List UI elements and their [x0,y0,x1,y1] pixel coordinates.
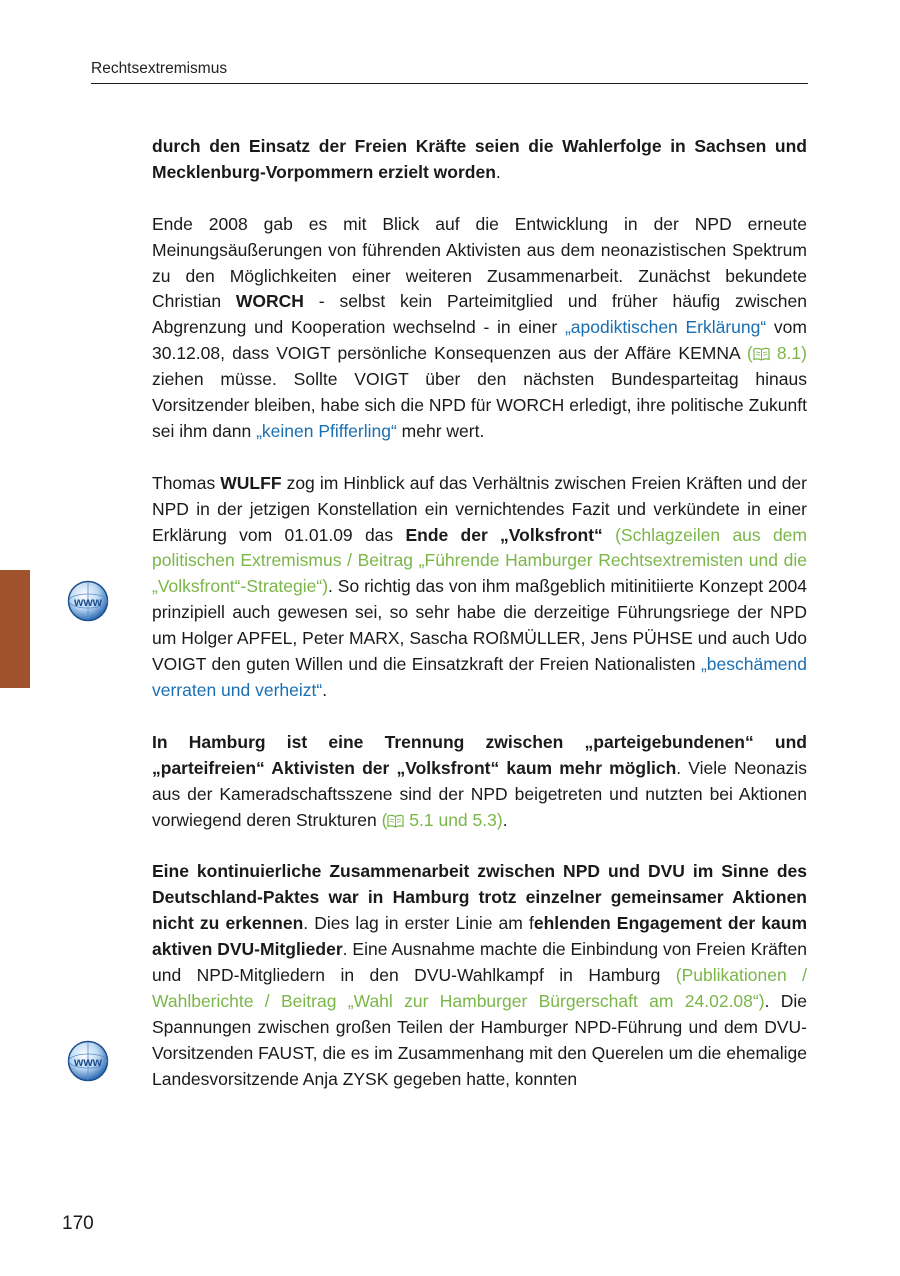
text: . Viele Neonazis aus der Kameradschaftsszene sind der NPD beigetreten und nutzten bei Aktionen vorwiegend deren Strukturen [152,757,807,830]
bold-text: durch den Einsatz der Freien Kräfte seien die Wahlerfolge in Sachsen und Mecklenburg-Vorpommern erzielt worden [152,136,807,182]
quote-link[interactable]: „apodiktischen Erklärung“ [564,317,767,338]
book-icon [387,814,404,828]
text [603,525,615,545]
text: vom 30.12.08, dass VOIGT persönliche Konsequenzen aus der Affäre KEMNA [152,317,807,364]
text: . So richtig das von ihm maßgeblich mitinitiierte Konzept 2004 prinzipiell auch gewesen sei, so sehr habe die derzeitige Führungsriege der NPD um Holger APFEL, Peter MARX, Sascha ROßMÜLLER, Jens PÜHSE und auch Udo VOIGT den guten Willen und die Einsatzkraft der Freien Nationalisten [152,576,807,675]
ref-text: 8.1) [769,343,807,364]
text: . [502,809,508,830]
chapter-reference-link[interactable] [382,810,503,830]
text: - selbst kein Parteimitglied und früher häufig zwischen Abgrenzung und Kooperation wechselnd - in einer [152,291,807,338]
paragraph-1 [152,134,807,186]
text: ziehen müsse. Sollte VOIGT über den nächsten Bundesparteitag hinaus Vorsitzender bleiben, habe sich die NPD für WORCH erledigt, ihre politische Zukunft sei ihm dann [152,369,807,441]
text: zog im Hinblick auf das Verhältnis zwischen Freien Kräften und der NPD in der jetzigen Konstellation ein vernichtendes Fazit und verkündete in einer Erklärung vom 01.01.09 das [152,472,807,545]
paragraph-2 [152,212,807,445]
www-icon[interactable] [67,580,109,622]
header-rule [91,83,808,84]
text: Ende 2008 gab es mit Blick auf die Entwicklung in der NPD erneute Meinungsäußerungen von führenden Aktivisten aus dem neonazistischen Spektrum zu den Möglichkeiten einer weiteren Zusammenarbeit. Zunächst bekundete Christian [152,213,807,312]
www-icon[interactable] [67,1040,109,1082]
bold-name: WULFF [220,472,282,493]
text: . [322,680,328,700]
text: . [495,161,501,182]
quote-link[interactable]: „beschämend verraten und verheizt“ [152,654,807,700]
web-reference-link[interactable]: (Schlagzeilen aus dem politischen Extremismus / Beitrag „Führende Hamburger Rechtsextremisten und die „Volksfront“-Strategie“) [152,524,807,597]
book-icon [753,347,770,361]
bold-text: Ende der „Volksfront“ [405,524,603,545]
paragraph-4 [152,730,807,834]
web-reference-link[interactable]: (Publikationen / Wahlberichte / Beitrag „Wahl zur Hamburger Bürgerschaft am 24.02.08“) [152,964,807,1011]
chapter-reference-link[interactable] [747,343,807,363]
text: . Die Spannungen zwischen großen Teilen der Hamburger NPD-Führung und dem DVU-Vorsitzenden FAUST, die es im Zusammenhang mit den Querelen um die ehemalige Landesvorsitzende Anja ZYSK gegeben hatte, konnten [152,990,807,1089]
ref-text: 5.1 und 5.3) [404,809,503,830]
paragraph-5 [152,859,807,1092]
body-text [152,134,807,1118]
svg-text:www: www [73,1055,103,1069]
bold-name: WORCH [235,291,304,312]
bold-text: In Hamburg ist eine Trennung zwischen „parteigebundenen“ und „parteifreien“ Aktivisten der „Volksfront“ kaum mehr möglich [152,731,807,778]
paragraph-3 [152,471,807,704]
running-head: Rechtsextremismus [91,60,228,77]
ref-paren: ( [746,343,753,364]
svg-text:www: www [73,595,103,609]
bold-text: Eine kontinuierliche Zusammenarbeit zwischen NPD und DVU im Sinne des Deutschland-Paktes war in Hamburg trotz einzelner gemeinsamer Aktionen nicht zu erkennen [152,861,807,934]
page-number: 170 [62,1213,94,1234]
text: . Dies lag in erster Linie am f [303,913,534,934]
text: . Eine Ausnahme machte die Einbindung von Freien Kräften und NPD-Mitgliedern in den DVU-Wahlkampf in Hamburg [152,939,807,985]
quote-link[interactable]: „keinen Pfifferling“ [256,420,397,441]
text: Thomas [152,472,221,493]
chapter-side-tab [0,570,30,688]
bold-text: ehlenden Engagement der kaum aktiven DVU-Mitglieder [152,913,807,960]
text: mehr wert. [396,420,485,441]
ref-paren: ( [381,809,388,830]
